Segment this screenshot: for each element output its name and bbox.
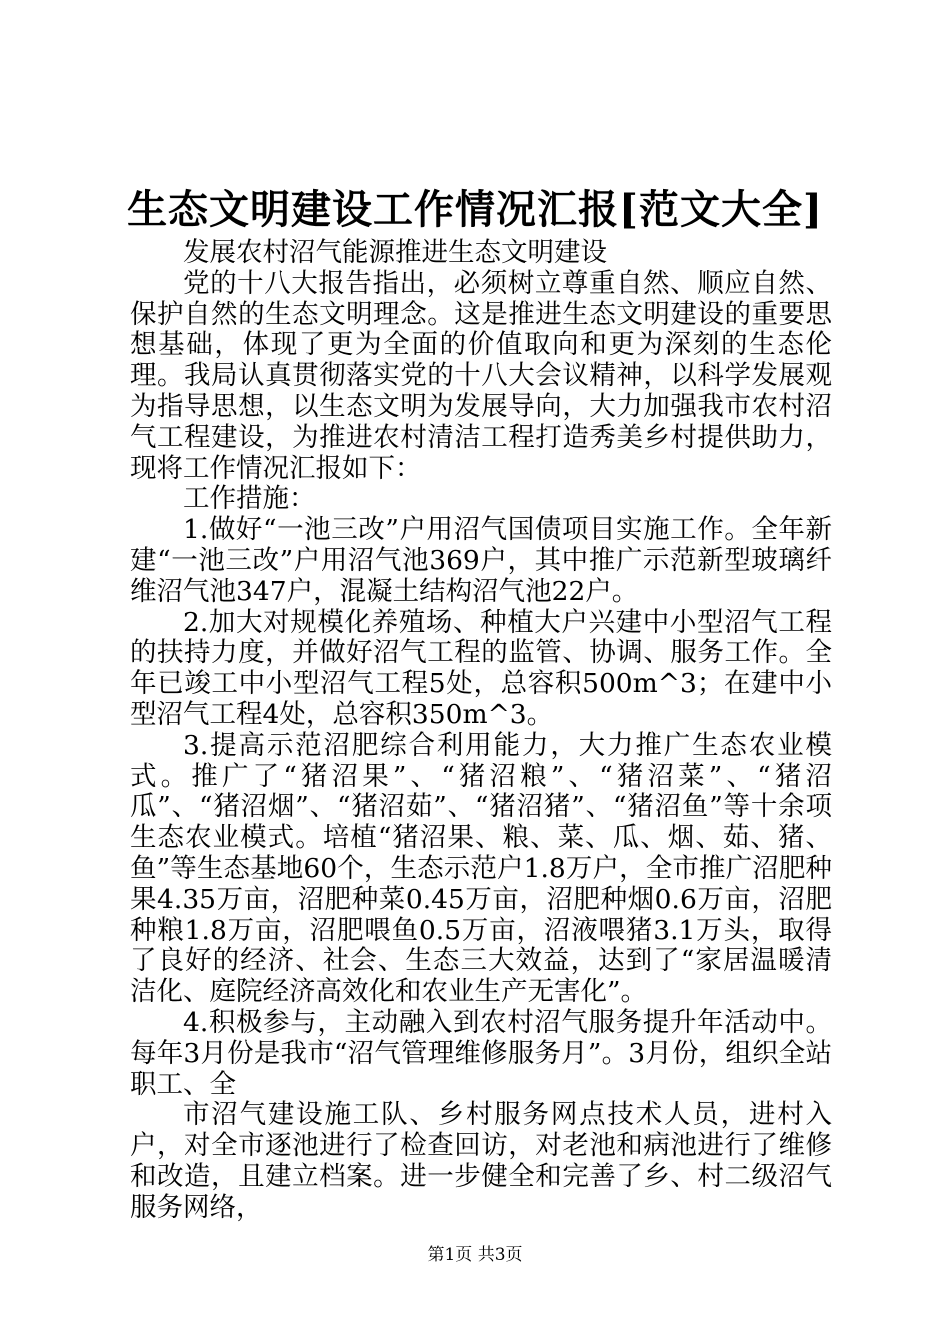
paragraph-item-1: 1.做好“一池三改”户用沼气国债项目实施工作。全年新建“一池三改”户用沼气池369户，其中推广示范新型玻璃纤维沼气池347户，混凝土结构沼气池22户。 [130,514,832,607]
paragraph-item-4-continued: 市沼气建设施工队、乡村服务网点技术人员，进村入户，对全市逐池进行了检查回访，对老池和病池进行了维修和改造，且建立档案。进一步健全和完善了乡、村二级沼气服务网络， [130,1099,832,1223]
paragraph-intro: 党的十八大报告指出，必须树立尊重自然、顺应自然、保护自然的生态文明理念。这是推进生态文明建设的重要思想基础，体现了更为全面的价值取向和更为深刻的生态伦理。我局认真贯彻落实党的十八大会议精神，以科学发展观为指导思想，以生态文明为发展导向，大力加强我市农村沼气工程建设，为推进农村清洁工程打造秀美乡村提供助力，现将工作情况汇报如下： [130,267,832,484]
document-title: 生态文明建设工作情况汇报[范文大全] [127,186,823,233]
paragraph-item-3: 3.提高示范沼肥综合利用能力，大力推广生态农业模式。推广了“猪沼果”、“猪沼粮”、“猪沼菜”、“猪沼瓜”、“猪沼烟”、“猪沼茹”、“猪沼猪”、“猪沼鱼”等十余项生态农业模式。培植“猪沼果、粮、菜、瓜、烟、茹、猪、鱼”等生态基地60个，生态示范户1.8万户，全市推广沼肥种果4.35万亩，沼肥种菜0.45万亩，沼肥种烟0.6万亩，沼肥种粮1.8万亩，沼肥喂鱼0.5万亩，沼液喂猪3.1万头，取得了良好的经济、社会、生态三大效益，达到了“家居温暖清洁化、庭院经济高效化和农业生产无害化”。 [130,729,832,1008]
paragraph-subheading: 发展农村沼气能源推进生态文明建设 [183,237,607,268]
paragraph-item-4: 4.积极参与，主动融入到农村沼气服务提升年活动中。每年3月份是我市“沼气管理维修服务月”。3月份，组织全站职工、全 [130,1006,832,1100]
document-body [130,238,832,1224]
page-number-footer: 第1页 共3页 [427,1245,523,1265]
paragraph-measures-heading: 工作措施： [183,483,316,515]
paragraph-item-2: 2.加大对规模化养殖场、种植大户兴建中小型沼气工程的扶持力度，并做好沼气工程的监管、协调、服务工作。全年已竣工中小型沼气工程5处，总容积500m^3；在建中小型沼气工程4处，总容积350m^3。 [130,606,832,730]
